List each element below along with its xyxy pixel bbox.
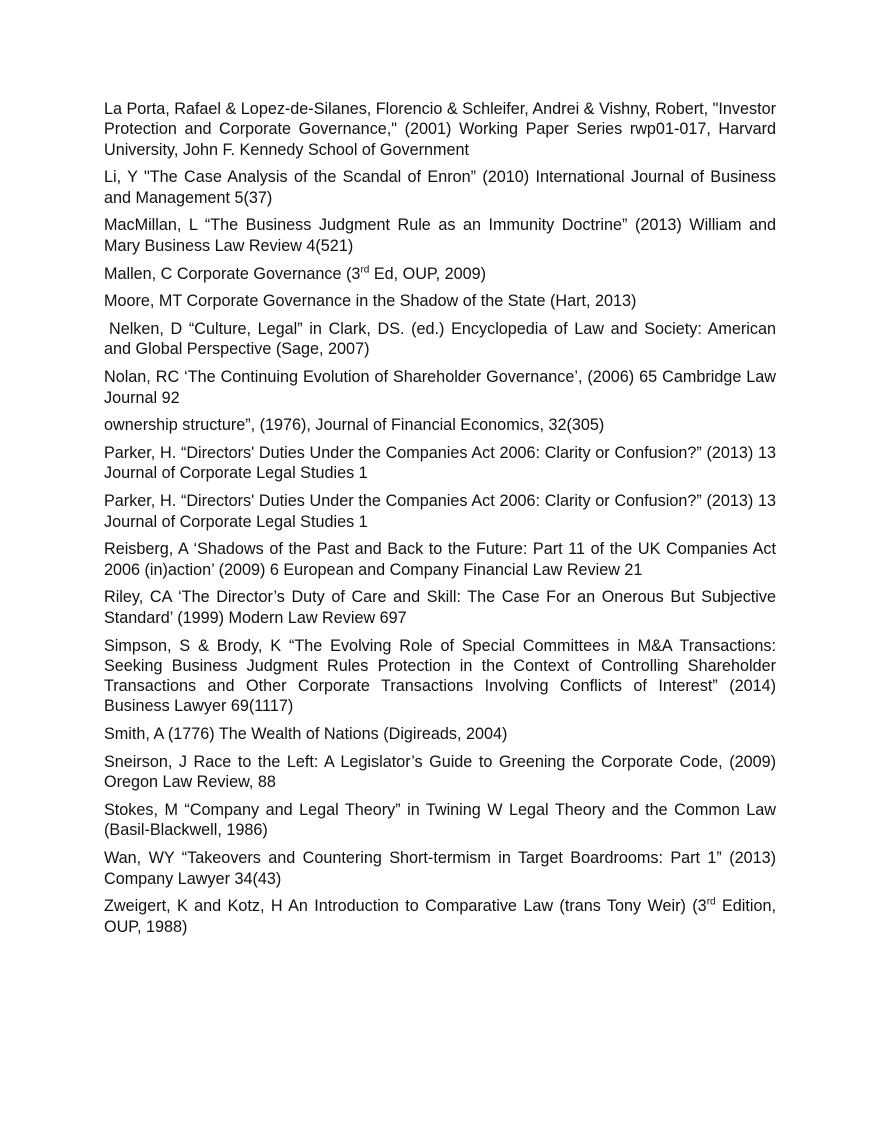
reference-entry: Wan, WY “Takeovers and Countering Short-termism in Target Boardrooms: Part 1” (2013) Company Lawyer 34(43) xyxy=(104,849,776,888)
reference-entry: Moore, MT Corporate Governance in the Shadow of the State (Hart, 2013) xyxy=(104,292,637,311)
reference-entry: Parker, H. “Directors' Duties Under the Companies Act 2006: Clarity or Confusion?” (2013) 13 Journal of Corporate Legal Studies 1 xyxy=(104,492,776,531)
reference-entry: Nelken, D “Culture, Legal” in Clark, DS. (ed.) Encyclopedia of Law and Society: American and Global Perspective (Sage, 2007) xyxy=(104,320,776,359)
reference-entry: Riley, CA ‘The Director’s Duty of Care and Skill: The Case For an Onerous But Subjective Standard’ (1999) Modern Law Review 697 xyxy=(104,588,776,627)
reference-text: Edition, OUP, 1988) xyxy=(104,897,776,936)
reference-text: Ed, OUP, 2009) xyxy=(369,264,487,283)
reference-entry: La Porta, Rafael & Lopez-de-Silanes, Florencio & Schleifer, Andrei & Vishny, Robert, "Investor Protection and Corporate Governance," (2001) Working Paper Series rwp01-017, Harvard University, John F. Kennedy School of Government xyxy=(104,100,776,159)
reference-list xyxy=(104,99,776,937)
reference-entry xyxy=(104,896,776,937)
superscript: rd xyxy=(706,896,716,908)
reference-entry: Parker, H. “Directors' Duties Under the Companies Act 2006: Clarity or Confusion?” (2013) 13 Journal of Corporate Legal Studies 1 xyxy=(104,444,776,483)
reference-entry: Stokes, M “Company and Legal Theory” in Twining W Legal Theory and the Common Law (Basil-Blackwell, 1986) xyxy=(104,801,776,840)
reference-entry: Smith, A (1776) The Wealth of Nations (Digireads, 2004) xyxy=(104,725,508,744)
reference-entry: Li, Y "The Case Analysis of the Scandal of Enron” (2010) International Journal of Business and Management 5(37) xyxy=(104,168,776,207)
reference-text: Mallen, C Corporate Governance (3 xyxy=(104,264,361,283)
reference-entry: Reisberg, A ‘Shadows of the Past and Back to the Future: Part 11 of the UK Companies Act 2006 (in)action’ (2009) 6 European and Company Financial Law Review 21 xyxy=(104,540,776,579)
reference-entry: MacMillan, L “The Business Judgment Rule as an Immunity Doctrine” (2013) William and Mary Business Law Review 4(521) xyxy=(104,216,776,255)
reference-entry xyxy=(104,264,776,284)
reference-entry: Simpson, S & Brody, K “The Evolving Role of Special Committees in M&A Transactions: Seeking Business Judgment Rules Protection in the Context of Controlling Shareholder Transactions and Other Corporate Transactions Involving Conflicts of Interest” (2014) Business Lawyer 69(1117) xyxy=(104,636,776,716)
reference-entry: Nolan, RC ‘The Continuing Evolution of Shareholder Governance’, (2006) 65 Cambridge Law Journal 92 xyxy=(104,368,776,407)
reference-entry: ownership structure”, (1976), Journal of Financial Economics, 32(305) xyxy=(104,416,605,435)
reference-entry: Sneirson, J Race to the Left: A Legislator’s Guide to Greening the Corporate Code, (2009) Oregon Law Review, 88 xyxy=(104,753,776,792)
reference-text: Zweigert, K and Kotz, H An Introduction to Comparative Law (trans Tony Weir) (3 xyxy=(104,897,707,916)
superscript: rd xyxy=(360,264,370,276)
